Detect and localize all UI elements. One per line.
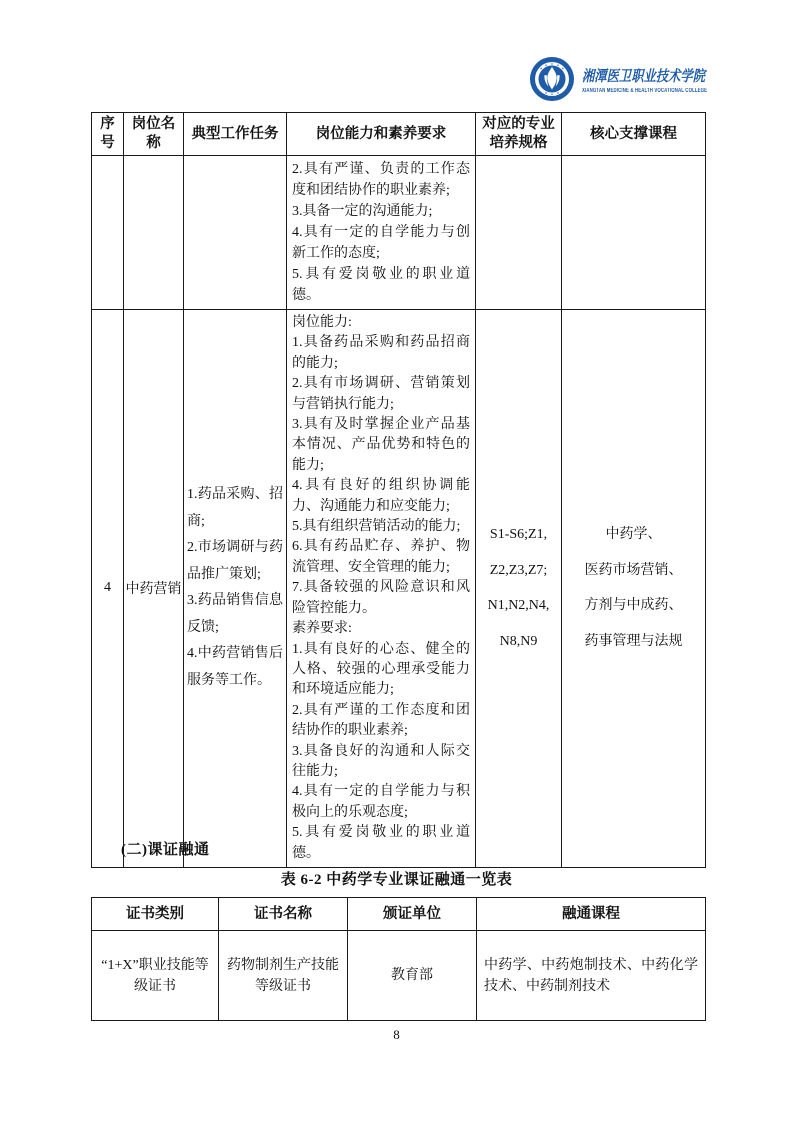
table-row-4 [92, 310, 706, 868]
positions-table [91, 112, 706, 868]
specs-cell: S1-S6;Z1, Z2,Z3,Z7; N1,N2,N4, N8,N9 [476, 310, 562, 868]
college-name-en: XIANGTAN MEDICINE & HEALTH VOCATIONAL COLLEGE [582, 87, 708, 94]
cert-category-cell: “1+X”职业技能等级证书 [92, 931, 219, 1021]
column-header-cert-category: 证书类别 [92, 898, 219, 931]
column-header-cert-issuer: 颁证单位 [348, 898, 477, 931]
tasks-cell [184, 156, 287, 310]
table-caption: 表 6-2 中药学专业课证融通一览表 [280, 872, 513, 888]
position-cell [124, 156, 184, 310]
courses-cell [562, 156, 706, 310]
page-number: 8 [393, 1027, 400, 1042]
college-emblem-icon [529, 56, 575, 102]
specs-cell [476, 156, 562, 310]
column-header-abilities: 岗位能力和素养要求 [287, 113, 476, 156]
column-header-fused-courses: 融通课程 [477, 898, 706, 931]
abilities-cell: 岗位能力: 1.具备药品采购和药品招商的能力; 2.具有市场调研、营销策划与营销执行能力; 3.具有及时掌握企业产品基本情况、产品优势和特色的能力; 4.具有良好的组织协调能力、沟通能力和应变能力; 5.具有组织营销活动的能力; 6.具有药品贮存、养护、物流管理、安全管理的能力; 7.具备较强的风险意识和风险管控能力。 素养要求: 1.具有良好的心态、健全的人格、较强的心理承受能力和环境适应能力; 2.具有严谨的工作态度和团结协作的职业素养; 3.具备良好的沟通和人际交往能力; 4.具有一定的自学能力与积极向上的乐观态度; 5.具有爱岗敬业的职业道德。 [287, 310, 476, 868]
column-header-specs: 对应的专业培养规格 [476, 113, 562, 156]
table-row-continued [92, 156, 706, 310]
positions-table-header-row [92, 113, 706, 156]
certificates-table-header-row [92, 898, 706, 931]
abilities-cell: 2.具有严谨、负责的工作态度和团结协作的职业素养; 3.具备一定的沟通能力; 4.具有一定的自学能力与创新工作的态度; 5.具有爱岗敬业的职业道德。 [287, 156, 476, 310]
certificates-table [91, 897, 706, 1021]
position-cell: 中药营销 [124, 310, 184, 868]
column-header-position: 岗位名称 [124, 113, 184, 156]
courses-cell: 中药学、 医药市场营销、 方剂与中成药、 药事管理与法规 [562, 310, 706, 868]
seq-cell: 4 [92, 310, 124, 868]
cert-issuer-cell: 教育部 [348, 931, 477, 1021]
fused-courses-cell: 中药学、中药炮制技术、中药化学技术、中药制剂技术 [477, 931, 706, 1021]
column-header-seq: 序号 [92, 113, 124, 156]
tasks-cell: 1.药品采购、招商; 2.市场调研与药品推广策划; 3.药品销售信息反馈; 4.中药营销售后服务等工作。 [184, 310, 287, 868]
college-name-zh: 湘潭医卫职业技术学院 [582, 68, 706, 85]
header-logo [529, 56, 756, 102]
certificate-row [92, 931, 706, 1021]
seq-cell [92, 156, 124, 310]
column-header-tasks: 典型工作任务 [184, 113, 287, 156]
college-name-block [582, 65, 756, 94]
column-header-courses: 核心支撑课程 [562, 113, 706, 156]
cert-name-cell: 药物制剂生产技能等级证书 [219, 931, 348, 1021]
column-header-cert-name: 证书名称 [219, 898, 348, 931]
section-heading: (二)课证融通 [121, 842, 210, 858]
